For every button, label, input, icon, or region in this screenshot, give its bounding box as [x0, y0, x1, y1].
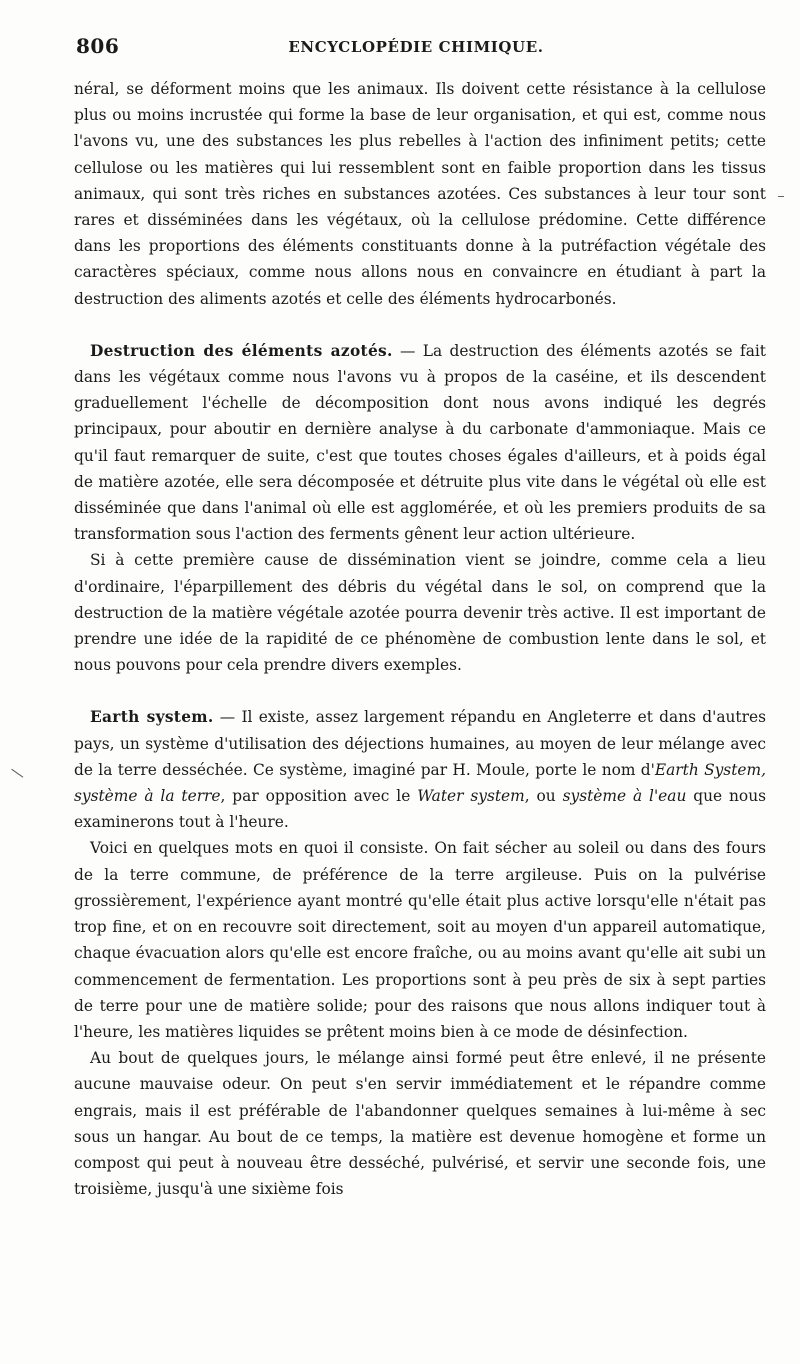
earth-system-text-c: , ou	[524, 787, 563, 806]
section-title-earth-system: Earth system.	[90, 708, 214, 727]
margin-tick	[778, 196, 784, 197]
margin-mark	[7, 769, 24, 784]
section-title-destruction: Destruction des éléments azotés.	[90, 341, 393, 360]
paragraph-1: néral, se déforment moins que les animaux. Ils doivent cette résistance à la cellulose plus ou moins incrustée qui forme la base de leur organisation, et qui est, comme nous l'avons vu, une des substances les plus rebelles à l'action des infiniment petits; cette cellulose ou les matières qui lui ressemblent sont en faible proportion dans les tissus animaux, qui sont très riches en substances azotées. Ces substances à leur tour sont rares et disséminées dans les végétaux, où la cellulose prédomine. Cette différence dans les proportions des éléments constituants donne à la putréfaction végétale des caractères spéciaux, comme nous allons nous en convaincre en étudiant à part la destruction des aliments azotés et celle des éléments hydrocarbonés.	[74, 80, 766, 308]
earth-system-text-d: que nous examinerons tout à l'heure.	[74, 787, 767, 832]
earth-system-italic-1: Earth System, système à la terre	[74, 760, 766, 806]
page-number: 806	[76, 34, 120, 58]
earth-system-italic-3: système à l'eau	[562, 787, 687, 806]
paragraph-dissemination: Si à cette première cause de dissémination vient se joindre, comme cela a lieu d'ordinaire, l'éparpillement des débris du végétal dans le sol, on comprend que la destruction de la matière végétale azotée pourra devenir très active. Il est important de prendre une idée de la rapidité de ce phénomène de combustion lente dans le sol, et nous pouvons pour cela prendre divers exemples.	[74, 551, 766, 675]
running-title: ENCYCLOPÉDIE CHIMIQUE.	[288, 38, 544, 56]
paragraph-procedure: Voici en quelques mots en quoi il consiste. On fait sécher au soleil ou dans des fours de la terre commune, de préférence de la terre argileuse. Puis on la pulvérise grossièrement, l'expérience ayant montré qu'elle était plus active lorsqu'elle n'était pas trop fine, et on en recouvre soit directement, soit au moyen d'un appareil automatique, chaque évacuation alors qu'elle est encore fraîche, ou au moins avant qu'elle ait subi un commencement de fermentation. Les proportions sont à peu près de six à sept parties de terre pour une de matière solide; pour des raisons que nous allons indiquer tout à l'heure, les matières liquides se prêtent moins bien à ce mode de désinfection.	[74, 839, 766, 1041]
earth-system-text-b: , par opposition avec le	[220, 787, 418, 806]
section-body-destruction: — La destruction des éléments azotés se fait dans les végétaux comme nous l'avons vu à propos de la caséine, et ils descendent graduellement l'échelle de décomposition dont nous avons indiqué les degrés principaux, pour aboutir en dernière analyse à du carbonate d'ammoniaque. Mais ce qu'il faut remarquer de suite, c'est que toutes choses égales d'ailleurs, et à poids égal de matière azotée, elle sera décomposée et détruite plus vite dans le végétal où elle est disséminée que dans l'animal où elle est agglomérée, et où les premiers produits de sa transformation sous l'action des ferments gênent leur action ultérieure.	[74, 341, 766, 544]
earth-system-text-a: — Il existe, assez largement répandu en Angleterre et dans d'autres pays, un système d'utilisation des déjections humaines, au moyen de leur mélange avec de la terre desséchée. Ce système, imaginé par H. Moule, porte le nom d'	[74, 708, 766, 779]
section-destruction-azotes	[74, 338, 766, 548]
paragraph-compost: Au bout de quelques jours, le mélange ainsi formé peut être enlevé, il ne présente aucune mauvaise odeur. On peut s'en servir immédiatement et le répandre comme engrais, mais il est préférable de l'abandonner quelques semaines à lui-même à sec sous un hangar. Au bout de ce temps, la matière est devenue homogène et forme un compost qui peut à nouveau être desséché, pulvérisé, et servir une seconde fois, une troisième, jusqu'à une sixième fois	[74, 1049, 766, 1199]
earth-system-italic-2: Water system	[417, 787, 525, 806]
section-earth-system	[74, 704, 766, 835]
page-header	[76, 34, 756, 64]
body-text	[74, 76, 766, 1202]
